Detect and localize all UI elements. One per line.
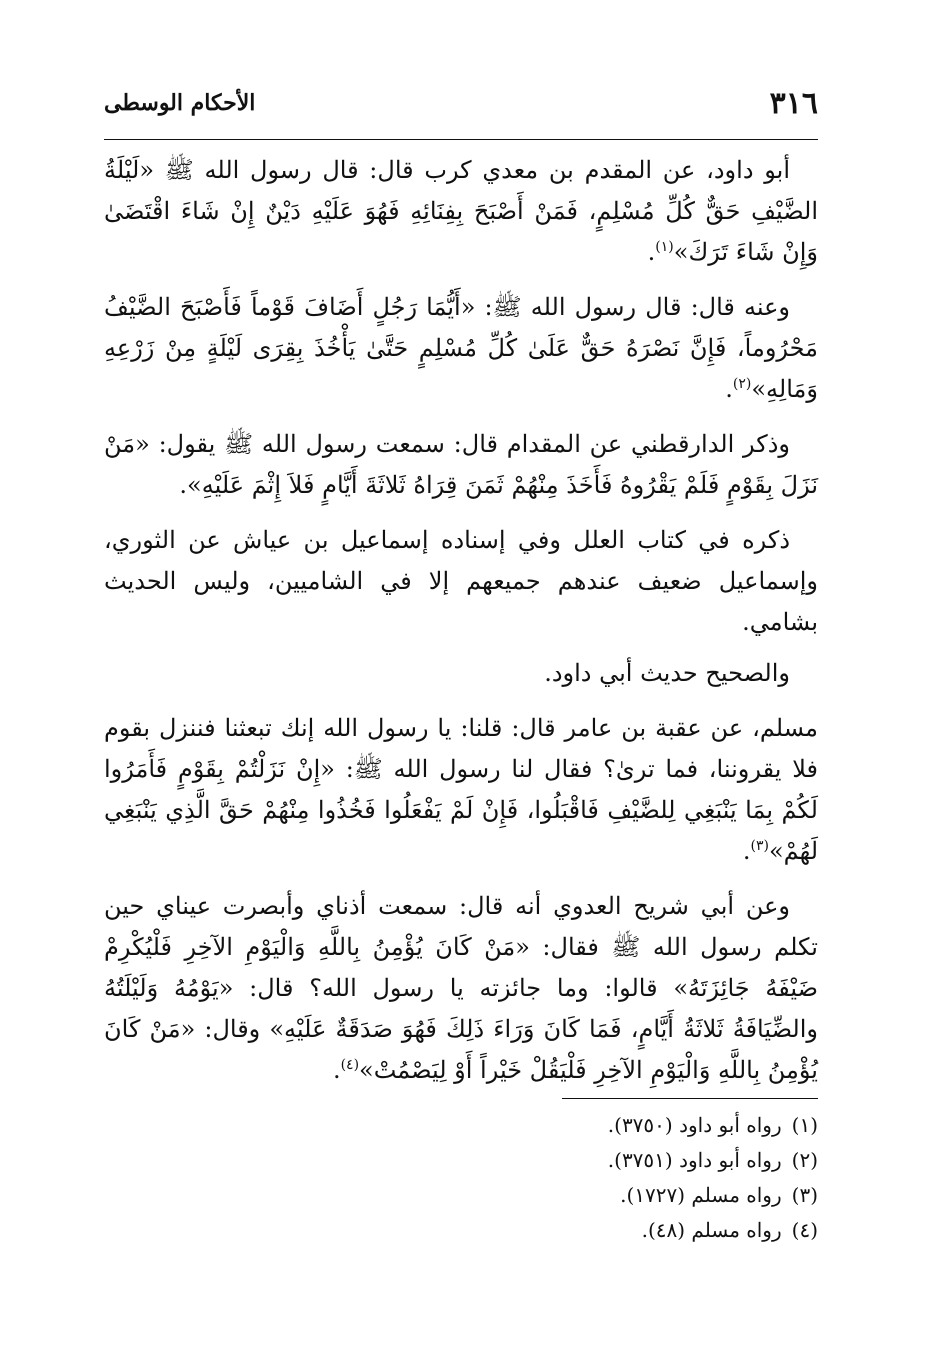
paragraph-text: وذكر الدارقطني عن المقدام قال: سمعت رسول الله ﷺ يقول: «مَنْ نَزَلَ بِقَوْمٍ فَلَمْ يَقْرُوهُ فَأَخَذَ مِنْهُمْ ثَمَنَ قِرَاهُ ثَلاثَةَ أَيَّامٍ فَلاَ إِثْمَ عَلَيْهِ». [104,430,818,499]
footnote-4 [318,1213,818,1248]
footnote-1 [318,1108,818,1143]
paragraph-3 [104,424,818,506]
page-number: ٣١٦ [769,86,818,121]
paragraph-text: وعنه قال: قال رسول الله ﷺ: «أَيُّمَا رَجُلٍ أَضَافَ قَوْماً فَأَصْبَحَ الضَّيْفُ مَحْرُوماً، فَإِنَّ نَصْرَهُ حَقٌّ عَلَىٰ كُلِّ مُسْلِمٍ حَتَّىٰ يَأْخُذَ بِقِرَى لَيْلَةٍ مِنْ زَرْعِهِ وَمَالِهِ» [104,293,818,403]
footnote-ref: (٢) [732,376,752,392]
footnote-ref: (١) [655,239,674,255]
footnote-text: رواه أبو داود (٣٧٥١). [607,1148,782,1172]
paragraph-text: أبو داود، عن المقدم بن معدي كرب قال: قال رسول الله ﷺ «لَيْلَةُ الضَّيْفِ حَقٌّ كُلِّ مُسْلِمٍ، فَمَنْ أَصْبَحَ بِفِنَائِهِ فَهُوَ عَلَيْهِ دَيْنٌ إِنْ شَاءَ اقْتَضَىٰ وَإِنْ شَاءَ تَرَكَ» [104,156,818,266]
footnote-2 [318,1143,818,1178]
paragraph-1: أبو داود، عن المقدم بن معدي كرب قال: قال رسول الله ﷺ «لَيْلَةُ الضَّيْفِ حَقٌّ كُلِّ مُسْلِمٍ، فَمَنْ أَصْبَحَ بِفِنَائِهِ فَهُوَ عَلَيْهِ دَيْنٌ إِنْ شَاءَ اقْتَضَىٰ وَإِنْ شَاءَ تَرَكَ»$^{(١)}$. [104,156,818,266]
paragraph-2: وعنه قال: قال رسول الله ﷺ: «أَيُّمَا رَجُلٍ أَضَافَ قَوْماً فَأَصْبَحَ الضَّيْفُ مَحْرُوماً، فَإِنَّ نَصْرَهُ حَقٌّ عَلَىٰ كُلِّ مُسْلِمٍ حَتَّىٰ يَأْخُذَ بِقِرَى لَيْلَةٍ مِنْ زَرْعِهِ وَمَالِهِ»$^{(٢)}$. [104,293,818,403]
header-divider [104,139,818,140]
paragraph-4 [104,520,818,643]
paragraph-text: والصحيح حديث أبي داود. [544,659,790,687]
page-header [104,78,818,122]
footnote-ref: (٣) [750,838,769,854]
paragraph-6: مسلم، عن عقبة بن عامر قال: قلنا: يا رسول الله إنك تبعثنا فننزل بقوم فلا يقروننا، فما ترىٰ؟ فقال لنا رسول الله ﷺ: «إِنْ نَزَلْتُمْ بِقَوْمٍ فَأَمَرُوا لَكُمْ بِمَا يَنْبَغِي لِلضَّيْفِ فَاقْبَلُوا، فَإِنْ لَمْ يَفْعَلُوا فَخُذُوا مِنْهُمْ حَقَّ الَّذِي يَنْبَغِي لَهُمْ»$^{(٣)}$. [104,714,818,865]
footnote-number: (٢) [791,1148,818,1172]
footnote-number: (٤) [791,1218,818,1242]
paragraph-text: وعن أبي شريح العدوي أنه قال: سمعت أذناي وأبصرت عيناي حين تكلم رسول الله ﷺ فقال: «مَنْ كَانَ يُؤْمِنُ بِاللَّهِ وَالْيَوْمِ الآخِرِ فَلْيُكْرِمْ ضَيْفَهُ جَائِزَتَهُ» قالوا: وما جائزته يا رسول الله؟ قال: «يَوْمُهُ وَلَيْلَتُهُ والضِّيَافَةُ ثَلاثَةُ أَيَّامٍ، فَمَا كَانَ وَرَاءَ ذَلِكَ فَهُوَ صَدَقَةٌ عَلَيْهِ» وقال: «مَنْ كَانَ يُؤْمِنُ بِاللَّهِ وَالْيَوْمِ الآخِرِ فَلْيَقُلْ خَيْراً أَوْ لِيَصْمُتْ» [104,892,818,1084]
footnote-number: (٣) [791,1183,818,1207]
paragraph-text: ذكره في كتاب العلل وفي إسناده إسماعيل بن عياش عن الثوري، وإسماعيل ضعيف عندهم جميعهم إلا في الشاميين، وليس الحديث بشامي. [104,526,818,636]
footnote-number: (١) [791,1113,818,1137]
footnote-text: رواه أبو داود (٣٧٥٠). [607,1113,782,1137]
footnote-ref: (٤) [340,1057,360,1073]
footnote-text: رواه مسلم (٤٨). [641,1218,782,1242]
footnote-divider [562,1098,818,1099]
footnotes [318,1108,818,1248]
main-text [104,150,818,1105]
running-title: الأحكام الوسطى [104,90,256,116]
paragraph-text: مسلم، عن عقبة بن عامر قال: قلنا: يا رسول الله إنك تبعثنا فننزل بقوم فلا يقروننا، فما ترىٰ؟ فقال لنا رسول الله ﷺ: «إِنْ نَزَلْتُمْ بِقَوْمٍ فَأَمَرُوا لَكُمْ بِمَا يَنْبَغِي لِلضَّيْفِ فَاقْبَلُوا، فَإِنْ لَمْ يَفْعَلُوا فَخُذُوا مِنْهُمْ حَقَّ الَّذِي يَنْبَغِي لَهُمْ» [104,714,818,865]
footnote-text: رواه مسلم (١٧٢٧). [620,1183,782,1207]
footnote-3 [318,1178,818,1213]
paragraph-7: وعن أبي شريح العدوي أنه قال: سمعت أذناي وأبصرت عيناي حين تكلم رسول الله ﷺ فقال: «مَنْ كَانَ يُؤْمِنُ بِاللَّهِ وَالْيَوْمِ الآخِرِ فَلْيُكْرِمْ ضَيْفَهُ جَائِزَتَهُ» قالوا: وما جائزته يا رسول الله؟ قال: «يَوْمُهُ وَلَيْلَتُهُ والضِّيَافَةُ ثَلاثَةُ أَيَّامٍ، فَمَا كَانَ وَرَاءَ ذَلِكَ فَهُوَ صَدَقَةٌ عَلَيْهِ» وقال: «مَنْ كَانَ يُؤْمِنُ بِاللَّهِ وَالْيَوْمِ الآخِرِ فَلْيَقُلْ خَيْراً أَوْ لِيَصْمُتْ»$^{(٤)}$. [104,892,818,1084]
paragraph-5 [104,653,818,694]
